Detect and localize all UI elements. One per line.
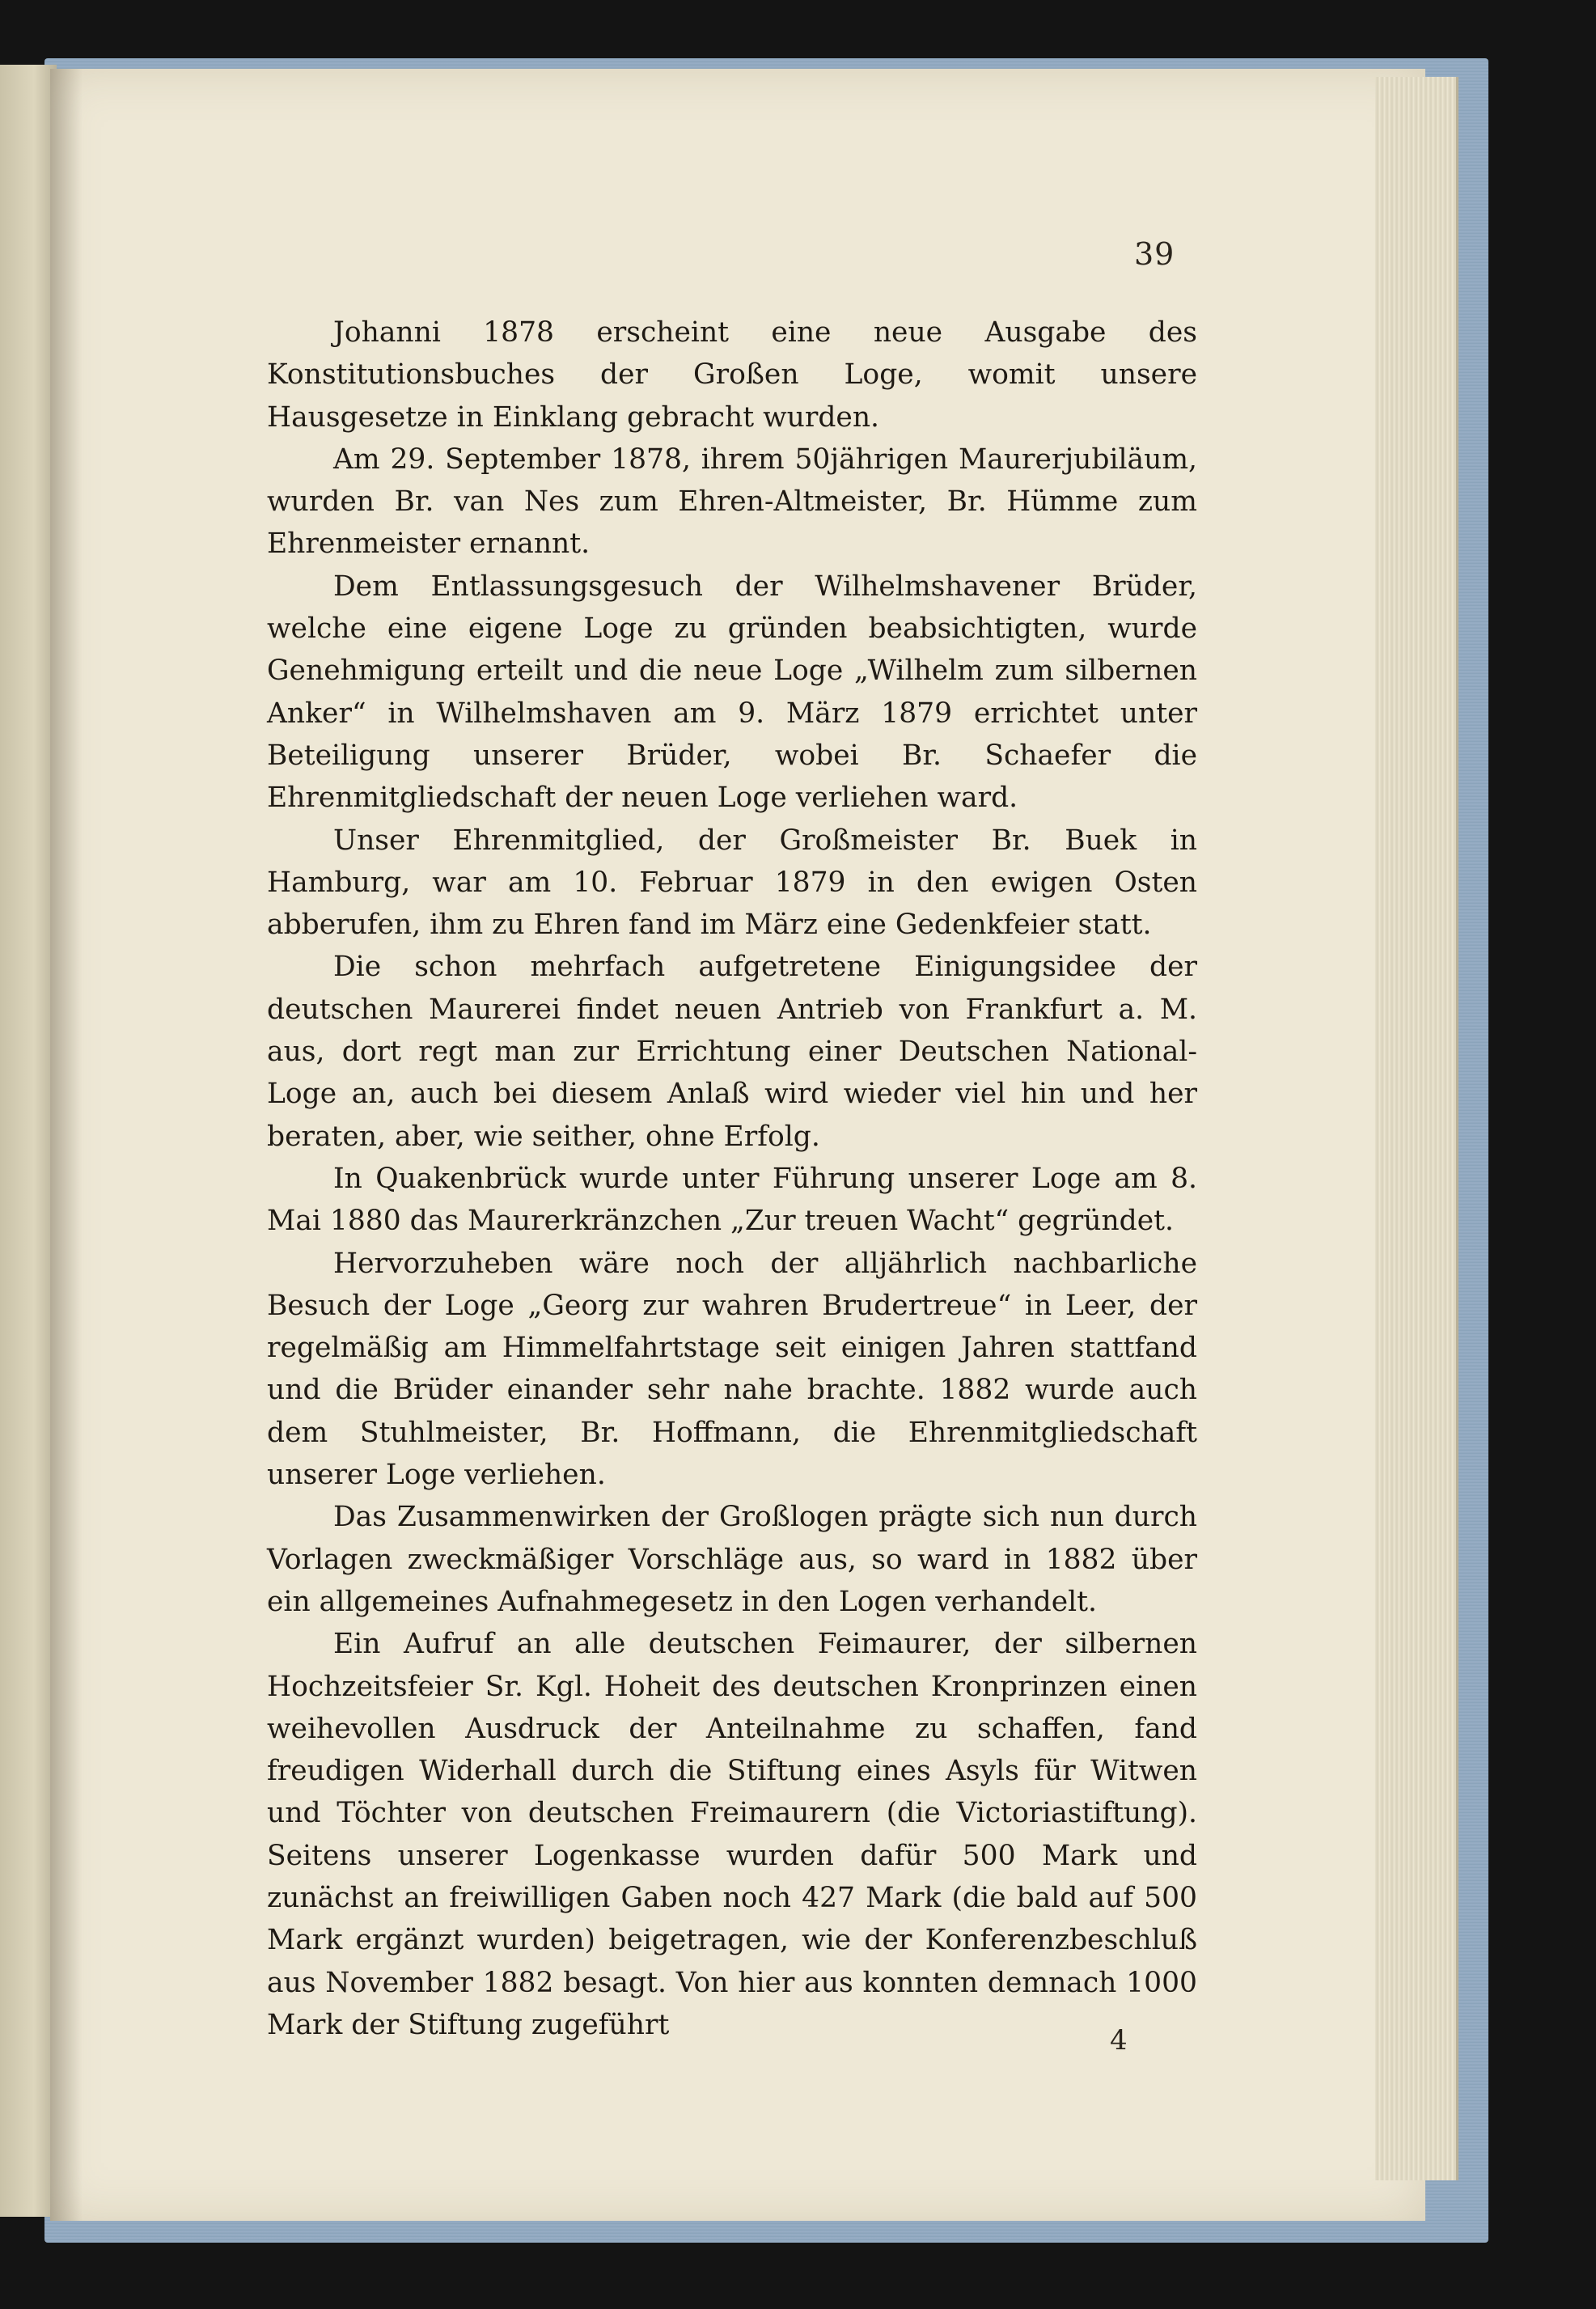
paragraph: Die schon mehrfach aufgetretene Einigungsidee der deutschen Maurerei findet neuen Antrieb von Frankfurt a. M. aus, dort regt man zur Errichtung einer Deutschen National-Loge an, auch bei diesem Anlaß wird wieder viel hin und her beraten, aber, wie seither, ohne Erfolg. [267, 951, 1197, 1153]
text-block [267, 311, 1197, 2046]
paragraph: Dem Entlassungsgesuch der Wilhelmshavener Brüder, welche eine eigene Loge zu gründen beabsichtigten, wurde Genehmigung erteilt und die neue Loge „Wilhelm zum silbernen Anker“ in Wilhelmshaven am 9. März 1879 errichtet unter Beteiligung unserer Brüder, wobei Br. Schaefer die Ehrenmitgliedschaft der neuen Loge verliehen ward. [267, 570, 1197, 815]
paragraph: Ein Aufruf an alle deutschen Feimaurer, der silbernen Hochzeitsfeier Sr. Kgl. Hoheit des deutschen Kronprinzen einen weihevollen Ausdruck der Anteilnahme zu schaffen, fand freudigen Widerhall durch die Stiftung eines Asyls für Witwen und Töchter von deutschen Freimaurern (die Victoriastiftung). Seitens unserer Logenkasse wurden dafür 500 Mark und zunächst an freiwilligen Gaben noch 427 Mark (die bald auf 500 Mark ergänzt wurden) beigetragen, wie der Konferenzbeschluß aus November 1882 besagt. Von hier aus konnten demnach 1000 Mark der Stiftung zugeführt [267, 1628, 1197, 2041]
paragraph: In Quakenbrück wurde unter Führung unserer Loge am 8. Mai 1880 das Maurerkränzchen „Zur treuen Wacht“ gegründet. [267, 1162, 1197, 1238]
paragraph: Das Zusammenwirken der Großlogen prägte sich nun durch Vorlagen zweckmäßiger Vorschläge aus, so ward in 1882 über ein allgemeines Aufnahmegesetz in den Logen verhandelt. [267, 1501, 1197, 1618]
paragraph: Johanni 1878 erscheint eine neue Ausgabe des Konstitutionsbuches der Großen Loge, womit unsere Hausgesetze in Einklang gebracht wurden. [267, 316, 1197, 434]
page-number: 39 [1134, 236, 1175, 272]
paragraph: Hervorzuheben wäre noch der alljährlich nachbarliche Besuch der Loge „Georg zur wahren Brudertreue“ in Leer, der regelmäßig am Himmelfahrtstage seit einigen Jahren stattfand und die Brüder einander sehr nahe brachte. 1882 wurde auch dem Stuhlmeister, Br. Hoffmann, die Ehrenmitgliedschaft unserer Loge verliehen. [267, 1247, 1197, 1492]
signature-mark: 4 [1110, 2024, 1128, 2057]
page-gutter [50, 69, 83, 2221]
page-edges [1375, 77, 1458, 2180]
left-page-edge [0, 65, 57, 2217]
paragraph: Unser Ehrenmitglied, der Großmeister Br. Buek in Hamburg, war am 10. Februar 1879 in den ewigen Osten abberufen, ihm zu Ehren fand im März eine Gedenkfeier statt. [267, 824, 1197, 942]
paragraph: Am 29. September 1878, ihrem 50jährigen Maurerjubiläum, wurden Br. van Nes zum Ehren-Altmeister, Br. Hümme zum Ehrenmeister ernannt. [267, 443, 1197, 561]
